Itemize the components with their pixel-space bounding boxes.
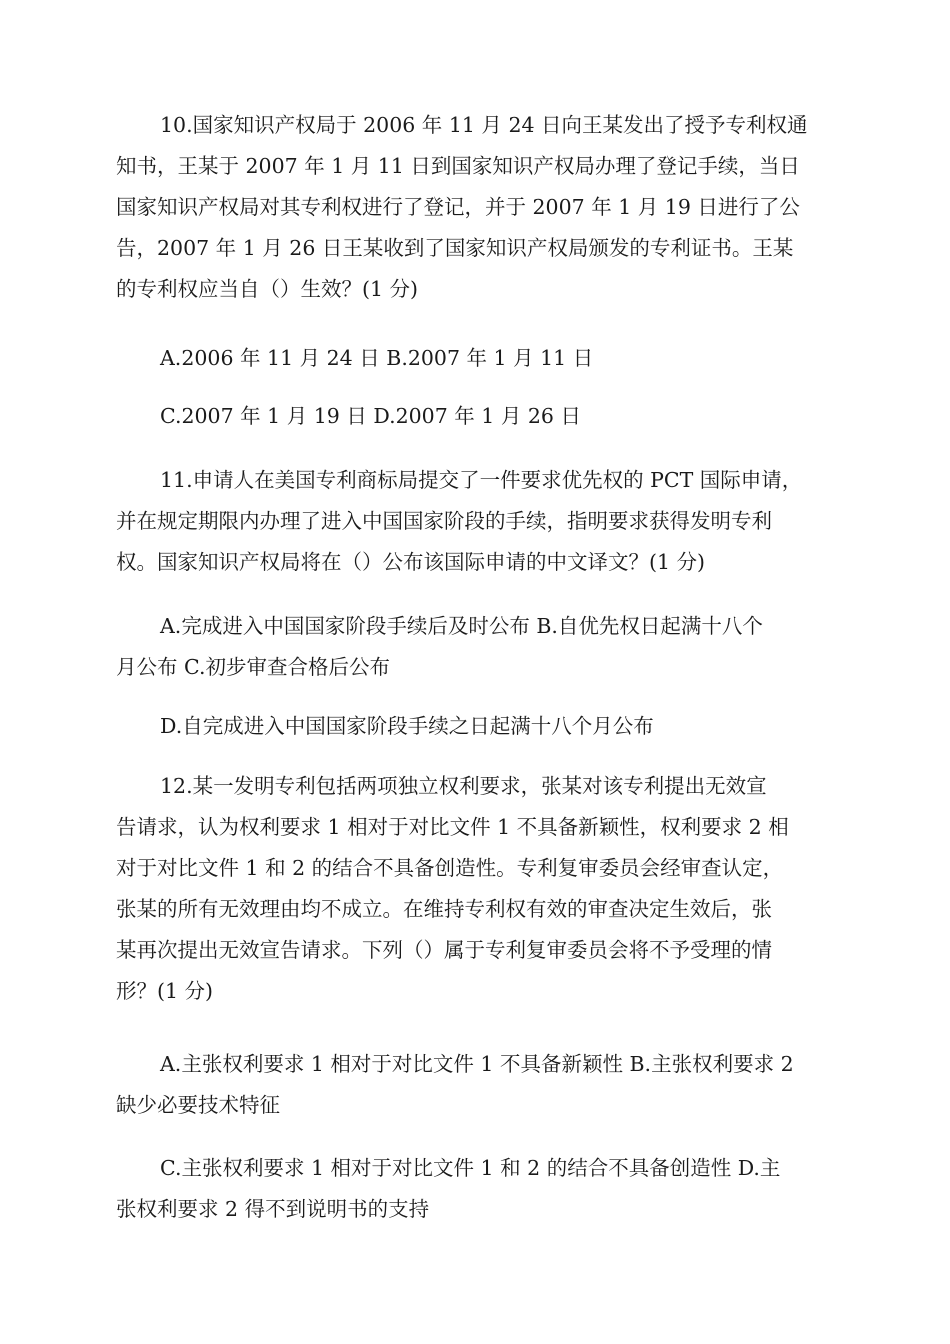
option-line: 月公布 C.初步审查合格后公布 [116,655,390,679]
option-line: 缺少必要技术特征 [116,1093,280,1117]
text-line: 形？(1 分) [116,979,214,1003]
question-11-stem [116,460,856,583]
text-line: 告，2007 年 1 月 26 日王某收到了国家知识产权局颁发的专利证书。王某 [116,236,794,260]
question-11-option-d [116,706,856,747]
text-line: 并在规定期限内办理了进入中国国家阶段的手续，指明要求获得发明专利 [116,509,772,533]
option-line: C.2007 年 1 月 19 日 D.2007 年 1 月 26 日 [160,404,581,428]
question-12-stem [116,766,856,1012]
text-line: 的专利权应当自（）生效？(1 分) [116,277,419,301]
option-line: D.自完成进入中国国家阶段手续之日起满十八个月公布 [160,714,654,738]
text-line: 对于对比文件 1 和 2 的结合不具备创造性。专利复审委员会经审查认定， [116,856,784,880]
question-10-options-ab [116,338,856,379]
option-line: 张权利要求 2 得不到说明书的支持 [116,1197,430,1221]
text-line: 某再次提出无效宣告请求。下列（）属于专利复审委员会将不予受理的情 [116,938,772,962]
text-line: 告请求，认为权利要求 1 相对于对比文件 1 不具备新颖性，权利要求 2 相 [116,815,789,839]
text-line: 12.某一发明专利包括两项独立权利要求，张某对该专利提出无效宣 [160,774,767,798]
text-line: 国家知识产权局对其专利权进行了登记，并于 2007 年 1 月 19 日进行了公 [116,195,800,219]
option-line: A.主张权利要求 1 相对于对比文件 1 不具备新颖性 B.主张权利要求 2 [160,1052,794,1076]
option-line: A.2006 年 11 月 24 日 B.2007 年 1 月 11 日 [160,346,594,370]
text-line: 知书，王某于 2007 年 1 月 11 日到国家知识产权局办理了登记手续，当日 [116,154,800,178]
option-line: C.主张权利要求 1 相对于对比文件 1 和 2 的结合不具备创造性 D.主 [160,1156,781,1180]
text-line: 10.国家知识产权局于 2006 年 11 月 24 日向王某发出了授予专利权通 [160,113,808,137]
question-12-options-cd [116,1148,856,1230]
text-line: 张某的所有无效理由均不成立。在维持专利权有效的审查决定生效后，张 [116,897,772,921]
question-12-options-ab [116,1044,856,1126]
question-11-options-abc [116,606,856,688]
text-line: 11.申请人在美国专利商标局提交了一件要求优先权的 PCT 国际申请， [160,468,803,492]
text-line: 权。国家知识产权局将在（）公布该国际申请的中文译文？(1 分) [116,550,706,574]
option-line: A.完成进入中国国家阶段手续后及时公布 B.自优先权日起满十八个 [160,614,763,638]
question-10-options-cd [116,396,856,437]
question-10-stem [116,105,856,310]
